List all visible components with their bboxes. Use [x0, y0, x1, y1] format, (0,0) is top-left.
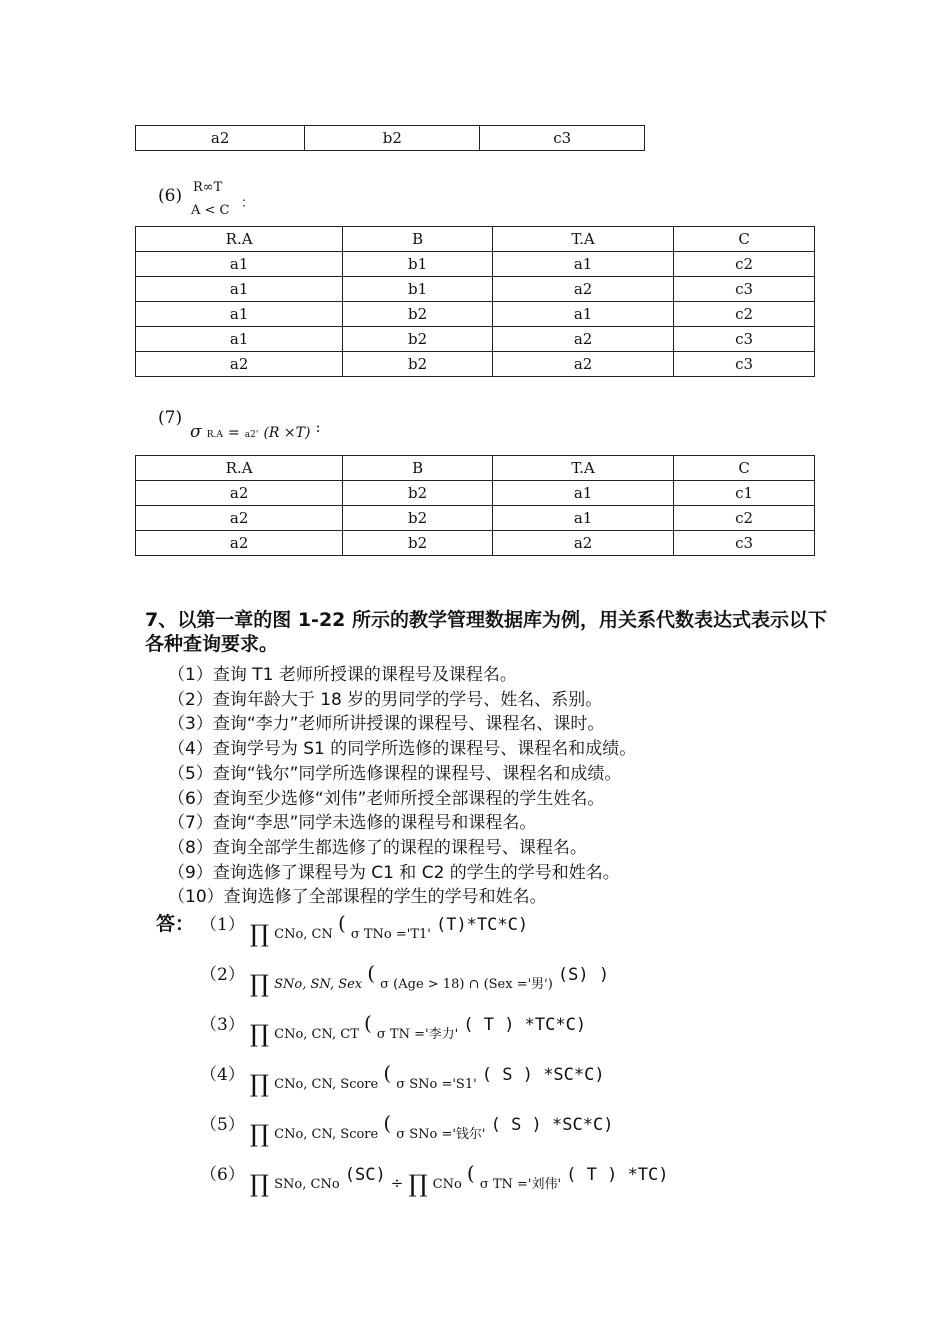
- table-cell: a2: [136, 531, 343, 556]
- table-row: [136, 352, 815, 377]
- table-cell: a1: [492, 252, 673, 277]
- table-cell: b2: [343, 352, 493, 377]
- answer-3: [200, 1010, 586, 1048]
- expression-tail: ( S ) *SC*C): [481, 1065, 605, 1085]
- open-paren: (: [364, 1011, 372, 1035]
- table-cell: b1: [343, 277, 493, 302]
- question-item: （9）查询选修了课程号为 C1 和 C2 的学生的学号和姓名。: [168, 863, 620, 883]
- selection-cond: σ (Age > 18) ∩ (Sex ='男'): [380, 977, 553, 992]
- item7-expr: (R ×T): [263, 425, 311, 441]
- table-cell: a1: [492, 481, 673, 506]
- answer-number: （1）: [200, 915, 245, 935]
- answer-label: 答：: [156, 913, 195, 935]
- table-header-row: [136, 456, 815, 481]
- table-cell: a2: [136, 506, 343, 531]
- open-paren: (: [466, 1161, 475, 1185]
- question-item: （5）查询“钱尔”同学所选修课程的课程号、课程名和成绩。: [168, 764, 622, 784]
- table-cell: a2: [492, 531, 673, 556]
- item6-table: [135, 226, 815, 377]
- table-cell: a2: [136, 126, 305, 151]
- division-symbol: ÷: [390, 1174, 404, 1192]
- table-cell: a1: [136, 277, 343, 302]
- table-cell: a2: [136, 481, 343, 506]
- answer-1: [200, 910, 528, 948]
- table-cell: b2: [305, 126, 480, 151]
- projection-symbol: ∏: [249, 1020, 270, 1048]
- open-paren: (: [383, 1061, 392, 1085]
- selection-cond: σ TNo ='T1': [350, 927, 431, 942]
- item6-join-top: R∞T: [193, 180, 223, 195]
- header-cell: T.A: [492, 227, 673, 252]
- table-cell: c3: [480, 126, 645, 151]
- selection-cond: σ TN ='李力': [376, 1027, 459, 1042]
- open-paren: (: [383, 1111, 392, 1135]
- expression-tail: ( T ) *TC*C): [463, 1015, 587, 1035]
- answer-number: （3）: [200, 1015, 245, 1035]
- question-heading: 7、以第一章的图 1-22 所示的教学管理数据库为例，用关系代数表达式表示以下各种查询要求。: [145, 609, 827, 655]
- projection-attrs: CNo, CN: [274, 927, 333, 942]
- expression-tail: ( S ) *SC*C): [490, 1115, 614, 1135]
- table-cell: a1: [136, 302, 343, 327]
- projection-attrs: CNo, CN, Score: [274, 1077, 379, 1092]
- sigma-symbol: σ: [190, 422, 202, 442]
- projection-symbol: ∏: [249, 1170, 270, 1198]
- table-row: [136, 302, 815, 327]
- header-cell: T.A: [492, 456, 673, 481]
- open-paren: (: [337, 911, 346, 935]
- answer-6: [200, 1160, 669, 1198]
- relation-sc: (SC): [344, 1165, 386, 1185]
- table-cell: b1: [343, 252, 493, 277]
- table-cell: c2: [674, 302, 815, 327]
- item7-label: (7): [158, 408, 183, 428]
- item7-val: a2': [244, 430, 259, 440]
- table-cell: c2: [674, 252, 815, 277]
- table-row: [136, 126, 645, 151]
- header-cell: C: [674, 456, 815, 481]
- projection-attrs: CNo: [432, 1177, 462, 1192]
- table-cell: a1: [136, 252, 343, 277]
- projection-symbol: ∏: [249, 920, 270, 948]
- table-cell: a1: [492, 302, 673, 327]
- answer-4: [200, 1060, 605, 1098]
- projection-attrs: CNo, CN, CT: [274, 1027, 359, 1042]
- table-row: [136, 327, 815, 352]
- question-item: （6）查询至少选修“刘伟”老师所授全部课程的学生姓名。: [168, 789, 605, 809]
- table-cell: c3: [674, 277, 815, 302]
- answer-number: （4）: [200, 1065, 245, 1085]
- question-item: （3）查询“李力”老师所讲授课的课程号、课程名、课时。: [168, 714, 605, 734]
- table-header-row: [136, 227, 815, 252]
- selection-cond: σ SNo ='钱尔': [396, 1127, 486, 1142]
- table-row: [136, 531, 815, 556]
- header-cell: R.A: [136, 227, 343, 252]
- table-cell: b2: [343, 327, 493, 352]
- table-cell: c1: [674, 481, 815, 506]
- projection-attrs: CNo, CN, Score: [274, 1127, 379, 1142]
- answer-2: [200, 960, 609, 998]
- table-cell: c2: [674, 506, 815, 531]
- answer-number: （2）: [200, 965, 245, 985]
- table-cell: a1: [136, 327, 343, 352]
- selection-cond: σ TN ='刘伟': [479, 1177, 562, 1192]
- open-paren: (: [367, 961, 376, 985]
- answer-number: （6）: [200, 1165, 245, 1185]
- projection-symbol: ∏: [249, 1120, 270, 1148]
- header-cell: R.A: [136, 456, 343, 481]
- question-item: （7）查询“李思”同学未选修的课程号和课程名。: [168, 813, 537, 833]
- table-row: [136, 252, 815, 277]
- projection-symbol: ∏: [249, 1070, 270, 1098]
- expression-tail: (S) ): [557, 965, 610, 985]
- item7-cond: R.A: [206, 430, 223, 440]
- table-cell: b2: [343, 531, 493, 556]
- answer-number: （5）: [200, 1115, 245, 1135]
- question-item: （2）查询年龄大于 18 岁的男同学的学号、姓名、系别。: [168, 690, 603, 710]
- projection-attrs: SNo, SN, Sex: [274, 977, 363, 992]
- table-cell: c3: [674, 352, 815, 377]
- table-cell: c3: [674, 327, 815, 352]
- question-item: （8）查询全部学生都选修了的课程的课程号、课程名。: [168, 838, 587, 858]
- table-cell: a2: [492, 352, 673, 377]
- table-cell: a2: [136, 352, 343, 377]
- item7-formula: [190, 418, 321, 442]
- item7-colon: :: [315, 418, 321, 436]
- table-row: [136, 481, 815, 506]
- item6-colon: ：: [241, 196, 255, 211]
- table-row: [136, 277, 815, 302]
- table-cell: a1: [492, 506, 673, 531]
- table-cell: c3: [674, 531, 815, 556]
- header-cell: C: [674, 227, 815, 252]
- expression-tail: ( T ) *TC): [566, 1165, 669, 1185]
- question-item: （10）查询选修了全部课程的学生的学号和姓名。: [168, 887, 547, 907]
- table-row: [136, 506, 815, 531]
- item6-join-bottom: A < C: [191, 203, 230, 218]
- header-cell: B: [343, 456, 493, 481]
- table-cell: a2: [492, 277, 673, 302]
- item7-table: [135, 455, 815, 556]
- top-table: [135, 125, 645, 151]
- table-cell: b2: [343, 506, 493, 531]
- table-cell: a2: [492, 327, 673, 352]
- item6-label: (6): [158, 186, 183, 206]
- expression-tail: (T)*TC*C): [435, 915, 529, 935]
- header-cell: B: [343, 227, 493, 252]
- projection-attrs: SNo, CNo: [274, 1177, 340, 1192]
- selection-cond: σ SNo ='S1': [396, 1077, 477, 1092]
- answer-5: [200, 1110, 613, 1148]
- table-cell: b2: [343, 481, 493, 506]
- question-item: （1）查询 T1 老师所授课的课程号及课程名。: [168, 665, 517, 685]
- table-cell: b2: [343, 302, 493, 327]
- projection-symbol: ∏: [408, 1170, 428, 1198]
- projection-symbol: ∏: [249, 970, 270, 998]
- question-item: （4）查询学号为 S1 的同学所选修的课程号、课程名和成绩。: [168, 739, 637, 759]
- item7-eq: =: [227, 425, 240, 441]
